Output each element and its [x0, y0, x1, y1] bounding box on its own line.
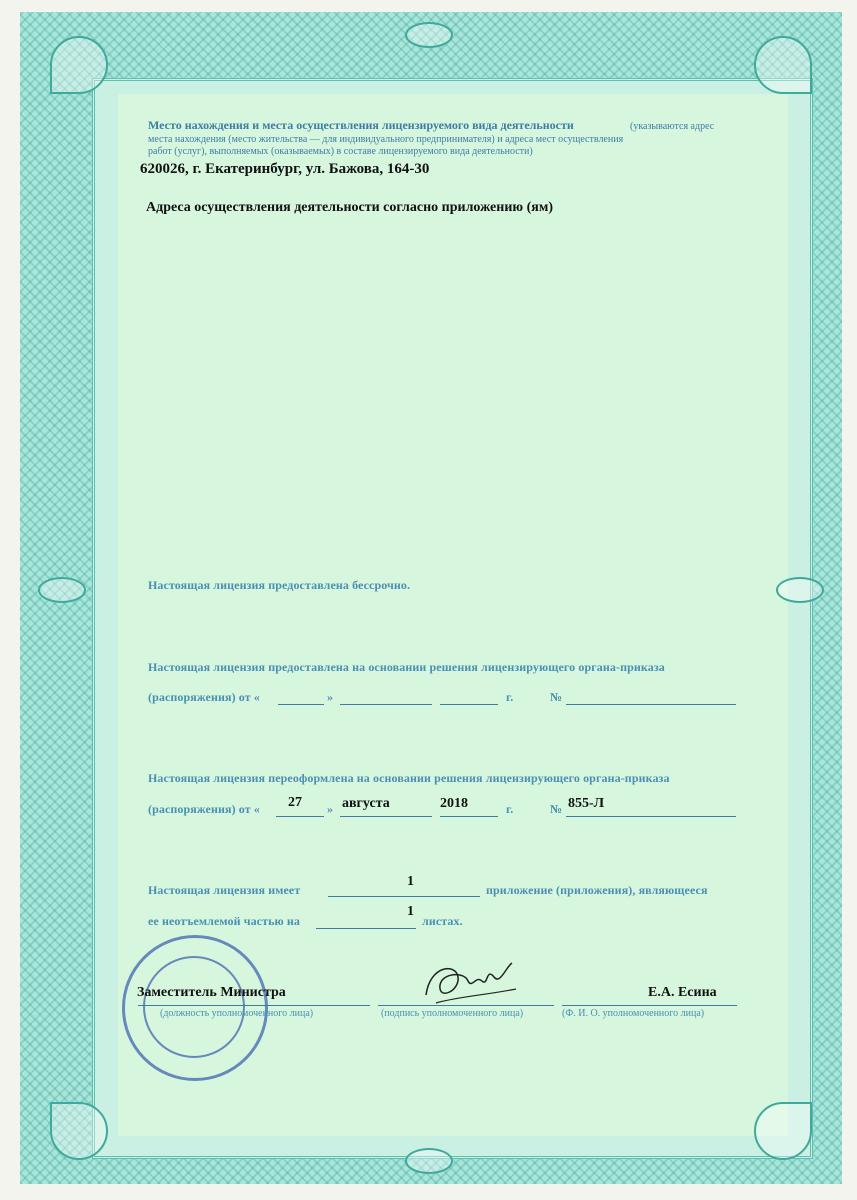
- ornament-corner-icon: [50, 1102, 108, 1160]
- basis-g: г.: [506, 690, 514, 704]
- license-term: Настоящая лицензия предоставлена бессрочно.: [148, 578, 411, 592]
- header-hint-1: (указываются адрес: [630, 121, 715, 132]
- appendix-line2-b: листах.: [422, 914, 463, 928]
- reissue-year: 2018: [440, 796, 468, 811]
- addresses-note: Адреса осуществления деятельности согласно приложению (ям): [146, 200, 554, 215]
- reissue-no: №: [550, 802, 563, 816]
- ornament-left-icon: [38, 577, 86, 603]
- signer-position: Заместитель Министра: [137, 985, 286, 1000]
- appendix-line1-a: Настоящая лицензия имеет: [148, 883, 301, 897]
- reissue-number: 855-Л: [568, 796, 605, 811]
- basis-month-line: [340, 704, 432, 705]
- stamp-inner-ring: [143, 956, 245, 1058]
- signer-name-line: [562, 1005, 737, 1006]
- header-hint-2: места нахождения (место жительства — для индивидуального предпринимателя) и адреса мест осуществления: [148, 134, 624, 145]
- ornament-corner-icon: [50, 36, 108, 94]
- basis-line1: Настоящая лицензия предоставлена на основании решения лицензирующего органа-приказа: [148, 660, 665, 674]
- appendix-count: 1: [407, 874, 414, 889]
- header-hint-3: работ (услуг), выполняемых (оказываемых) в составе лицензируемого вида деятельности): [148, 146, 533, 157]
- basis-no: №: [550, 690, 563, 704]
- reissue-line1: Настоящая лицензия переоформлена на основании решения лицензирующего органа-приказа: [148, 771, 670, 785]
- appendix-sheets-line: [316, 928, 416, 929]
- basis-line2: (распоряжения) от «: [148, 690, 260, 704]
- basis-number-line: [566, 704, 736, 705]
- basis-day-line: [278, 704, 324, 705]
- signature-line: [378, 1005, 554, 1006]
- reissue-quote-close: »: [327, 802, 334, 816]
- basis-quote-close: »: [327, 690, 334, 704]
- reissue-year-line: [440, 816, 498, 817]
- caption-name: (Ф. И. О. уполномоченного лица): [562, 1008, 705, 1019]
- appendix-sheets: 1: [407, 904, 414, 919]
- reissue-day-line: [276, 816, 324, 817]
- reissue-month-line: [340, 816, 432, 817]
- basis-year-line: [440, 704, 498, 705]
- header-title: Место нахождения и места осуществления лицензируемого вида деятельности: [148, 118, 574, 132]
- ornament-corner-icon: [754, 36, 812, 94]
- ornament-corner-icon: [754, 1102, 812, 1160]
- signer-position-line: [138, 1005, 370, 1006]
- ornament-right-icon: [776, 577, 824, 603]
- signer-name: Е.А. Есина: [648, 985, 717, 1000]
- reissue-day: 27: [288, 795, 302, 810]
- caption-position: (должность уполномоченного лица): [160, 1008, 314, 1019]
- reissue-number-line: [566, 816, 736, 817]
- appendix-count-line: [328, 896, 480, 897]
- reissue-line2: (распоряжения) от «: [148, 802, 260, 816]
- ornament-top-icon: [405, 22, 453, 48]
- reissue-month: августа: [342, 796, 390, 811]
- reissue-g: г.: [506, 802, 514, 816]
- caption-signature: (подпись уполномоченного лица): [381, 1008, 524, 1019]
- appendix-line2-a: ее неотъемлемой частью на: [148, 914, 301, 928]
- ornament-bottom-icon: [405, 1148, 453, 1174]
- handwritten-signature-icon: [416, 955, 526, 1015]
- address: 620026, г. Екатеринбург, ул. Бажова, 164-30: [140, 161, 430, 177]
- appendix-line1-b: приложение (приложения), являющееся: [486, 883, 708, 897]
